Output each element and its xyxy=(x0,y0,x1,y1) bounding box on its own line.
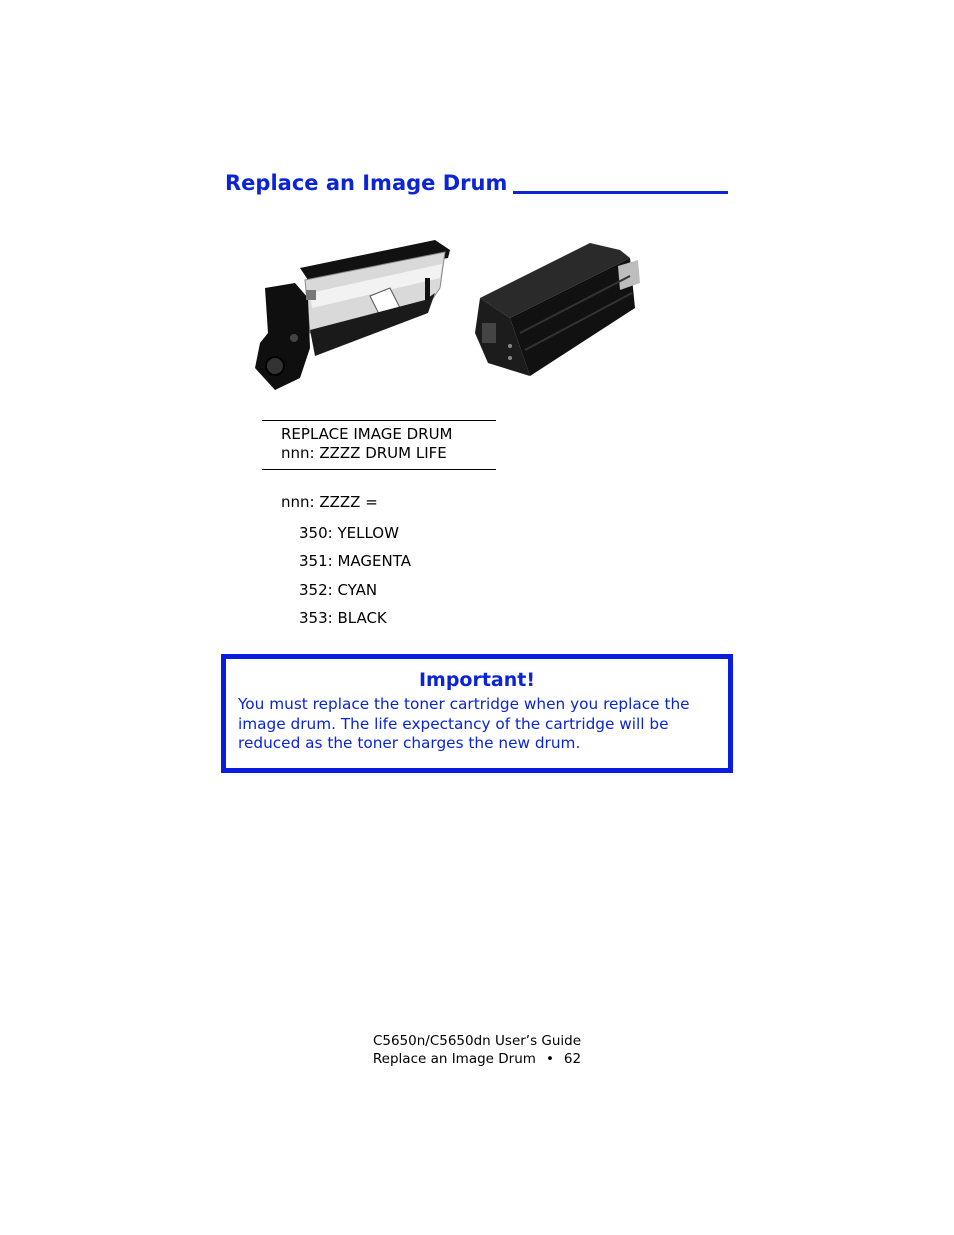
footer-bullet: • xyxy=(545,1050,554,1067)
drum-end-gear xyxy=(266,357,284,375)
toner-front-dot-1 xyxy=(508,356,512,360)
footer-guide-title: C5650n/C5650dn User’s Guide xyxy=(372,1033,582,1049)
footer-section: Replace an Image Drum xyxy=(372,1050,536,1067)
drum-end-cap xyxy=(255,283,310,390)
list-item: 352: CYAN xyxy=(299,580,378,599)
page-title: Replace an Image Drum xyxy=(225,171,508,195)
legend-list xyxy=(299,519,411,632)
footer-section-line xyxy=(0,1051,954,1069)
legend-heading: nnn: ZZZZ = xyxy=(281,493,378,511)
color-code-legend xyxy=(281,491,411,632)
section-heading xyxy=(225,168,728,198)
page-footer xyxy=(0,1033,954,1068)
drum-spring xyxy=(306,290,316,300)
toner-cartridge-icon xyxy=(470,238,642,383)
drum-hook xyxy=(425,278,430,300)
image-drum-icon xyxy=(250,238,455,393)
panel-message-line-1: REPLACE IMAGE DRUM xyxy=(281,425,453,443)
important-title: Important! xyxy=(418,669,536,691)
list-item: 353: BLACK xyxy=(299,608,387,627)
important-body: You must replace the toner cartridge when you replace the image drum. The life expectancy of the cartridge will be reduced as the toner charges the new drum. xyxy=(238,695,690,753)
important-notice xyxy=(221,654,733,773)
heading-underline xyxy=(513,191,728,194)
list-item: 351: MAGENTA xyxy=(299,552,411,571)
footer-page-number: 62 xyxy=(563,1050,582,1067)
operator-panel-message xyxy=(262,420,496,470)
toner-front-tab xyxy=(482,323,496,343)
list-item: 350: YELLOW xyxy=(299,524,399,542)
toner-front-dot-2 xyxy=(508,344,512,348)
panel-message-line-2: nnn: ZZZZ DRUM LIFE xyxy=(281,444,447,462)
drum-end-hole xyxy=(290,334,298,342)
